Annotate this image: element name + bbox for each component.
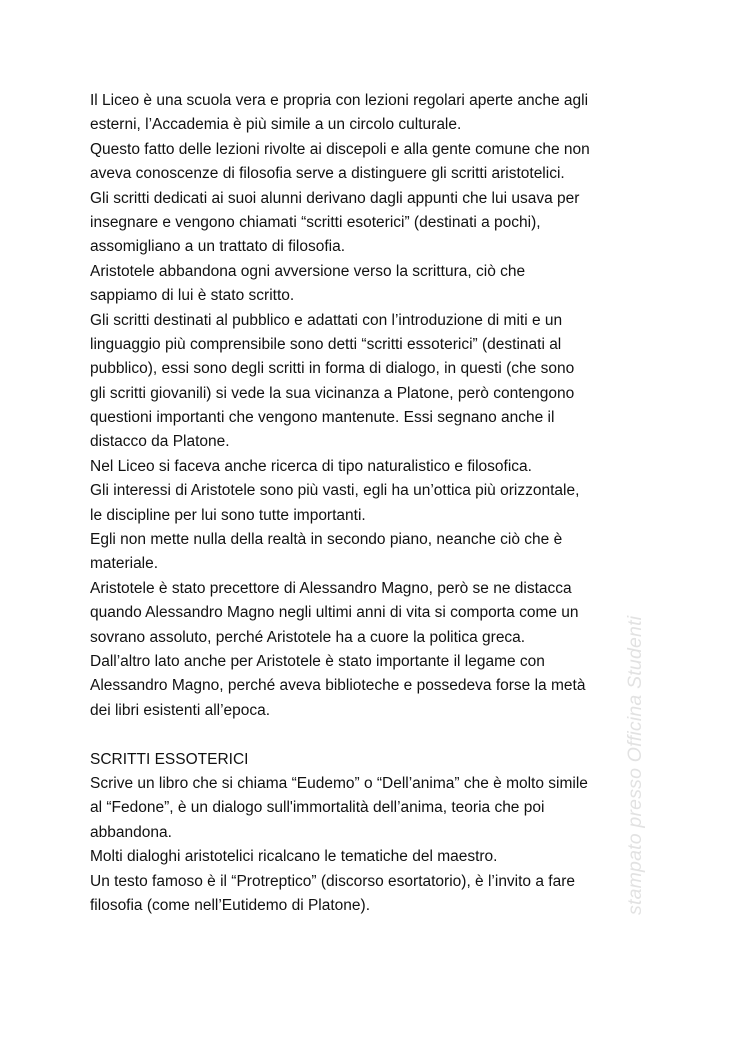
text-line: questioni importanti che vengono mantenute. Essi segnano anche il — [90, 409, 555, 427]
text-line: materiale. — [90, 555, 159, 573]
text-line: Gli scritti destinati al pubblico e adattati con l’introduzione di miti e un — [90, 311, 563, 329]
text-line: linguaggio più comprensibile sono detti “scritti essoterici” (destinati al — [90, 335, 562, 353]
text-block-2 — [90, 772, 670, 918]
watermark: stampato presso Officina Studenti — [624, 615, 646, 915]
text-line: Gli scritti dedicati ai suoi alunni derivano dagli appunti che lui usava per — [90, 189, 580, 207]
text-line: Nel Liceo si faceva anche ricerca di tipo naturalistico e filosofica. — [90, 457, 532, 475]
paragraph-spacer — [90, 723, 670, 747]
text-line: sappiamo di lui è stato scritto. — [90, 287, 295, 305]
text-line: sovrano assoluto, perché Aristotele ha a cuore la politica greca. — [90, 628, 526, 646]
text-line: Dall’altro lato anche per Aristotele è stato importante il legame con — [90, 652, 545, 670]
section-heading: SCRITTI ESSOTERICI — [90, 750, 249, 768]
text-line: aveva conoscenze di filosofia serve a distinguere gli scritti aristotelici. — [90, 165, 565, 183]
text-line: Molti dialoghi aristotelici ricalcano le tematiche del maestro. — [90, 848, 498, 866]
text-line: Il Liceo è una scuola vera e propria con lezioni regolari aperte anche agli — [90, 92, 589, 109]
text-line: Gli interessi di Aristotele sono più vasti, egli ha un’ottica più orizzontale, — [90, 482, 580, 500]
text-line: Alessandro Magno, perché aveva biblioteche e possedeva forse la metà — [90, 677, 586, 695]
text-line: gli scritti giovanili) si vede la sua vicinanza a Platone, però contengono — [90, 384, 575, 402]
text-line: Aristotele è stato precettore di Alessandro Magno, però se ne distacca — [90, 579, 572, 597]
text-line: esterni, l’Accademia è più simile a un circolo culturale. — [90, 116, 462, 134]
text-line: Questo fatto delle lezioni rivolte ai discepoli e alla gente comune che non — [90, 140, 590, 158]
document-page — [90, 89, 670, 918]
text-block-1 — [90, 89, 670, 723]
text-line: al “Fedone”, è un dialogo sull'immortalità dell’anima, teoria che poi — [90, 799, 545, 817]
text-line: dei libri esistenti all’epoca. — [90, 701, 271, 719]
text-line: le discipline per lui sono tutte importanti. — [90, 506, 366, 524]
text-line: Un testo famoso è il “Protreptico” (discorso esortatorio), è l’invito a fare — [90, 872, 575, 890]
text-line: Egli non mette nulla della realtà in secondo piano, neanche ciò che è — [90, 531, 563, 549]
text-line: quando Alessandro Magno negli ultimi anni di vita si comporta come un — [90, 604, 579, 622]
text-line: filosofia (come nell’Eutidemo di Platone). — [90, 896, 370, 914]
text-line: distacco da Platone. — [90, 433, 230, 451]
text-line: abbandona. — [90, 823, 172, 841]
text-line: insegnare e vengono chiamati “scritti esoterici” (destinati a pochi), — [90, 213, 541, 231]
text-line: Aristotele abbandona ogni avversione verso la scrittura, ciò che — [90, 262, 526, 280]
text-line: assomigliano a un trattato di filosofia. — [90, 238, 346, 256]
text-line: Scrive un libro che si chiama “Eudemo” o “Dell’anima” che è molto simile — [90, 774, 588, 792]
text-line: pubblico), essi sono degli scritti in forma di dialogo, in questi (che sono — [90, 360, 575, 378]
